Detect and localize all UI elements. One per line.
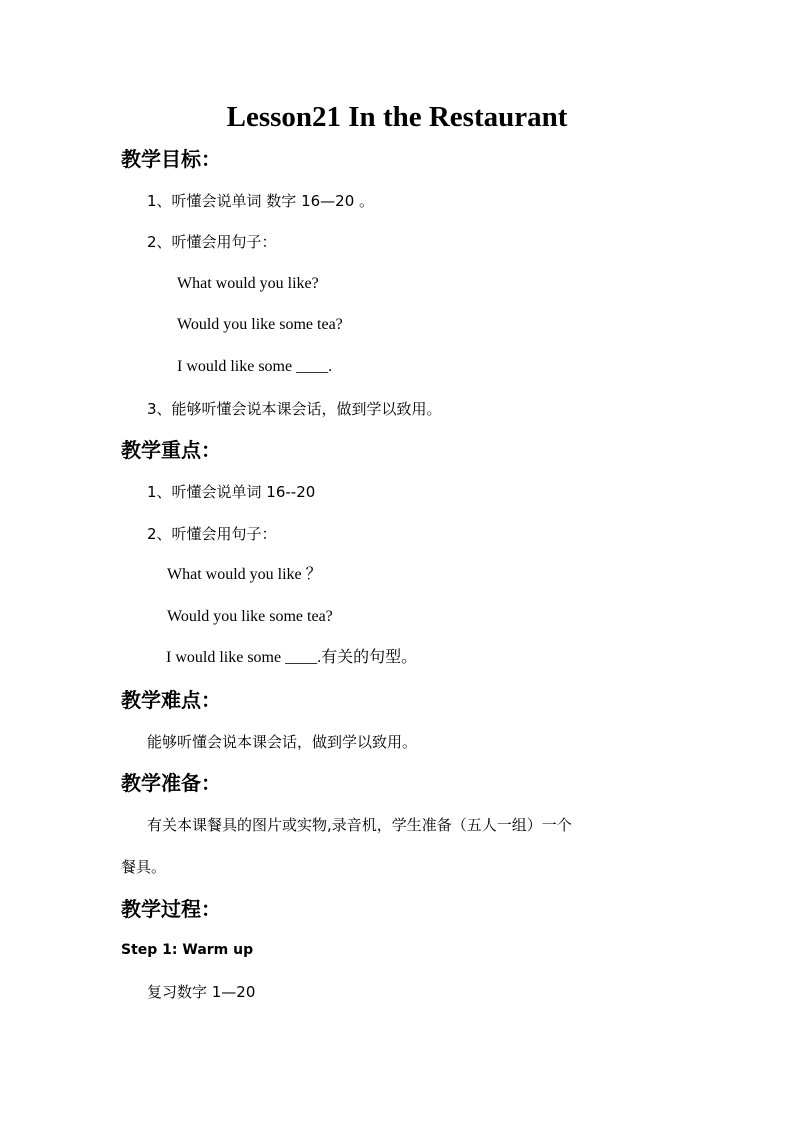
objectives-item-2: 2、听懂会用句子： (147, 233, 277, 251)
step-1-title: Step 1: Warm up (121, 942, 254, 958)
objectives-sentence-3: I would like some ____. (177, 358, 333, 375)
key-points-heading: 教学重点： (121, 438, 221, 462)
document-title: Lesson21 In the Restaurant (226, 101, 568, 133)
objectives-item-3: 3、能够听懂会说本课会话，做到学以致用。 (147, 400, 442, 418)
objectives-sentence-2: Would you like some tea? (177, 316, 343, 333)
key-points-sentence-1: What would you like ？ (167, 566, 322, 583)
difficulties-text: 能够听懂会说本课会话，做到学以致用。 (147, 733, 418, 751)
key-points-sentence-2: Would you like some tea? (167, 608, 333, 625)
objectives-item-1: 1、听懂会说单词 数字 16—20 。 (147, 192, 375, 210)
key-points-item-1: 1、听懂会说单词 16--20 (147, 483, 316, 501)
preparation-text-line-1: 有关本课餐具的图片或实物,录音机，学生准备（五人一组）一个 (147, 816, 572, 834)
objectives-sentence-1: What would you like? (177, 275, 319, 292)
process-heading: 教学过程： (121, 897, 221, 921)
preparation-text-line-2: 餐具。 (121, 858, 167, 876)
difficulties-heading: 教学难点： (121, 688, 221, 712)
step-1-text: 复习数字 1—20 (147, 983, 256, 1001)
objectives-heading: 教学目标： (121, 147, 221, 171)
key-points-item-2: 2、听懂会用句子： (147, 525, 277, 543)
preparation-heading: 教学准备： (121, 771, 221, 795)
key-points-sentence-3: I would like some ____.有关的句型。 (166, 649, 418, 666)
